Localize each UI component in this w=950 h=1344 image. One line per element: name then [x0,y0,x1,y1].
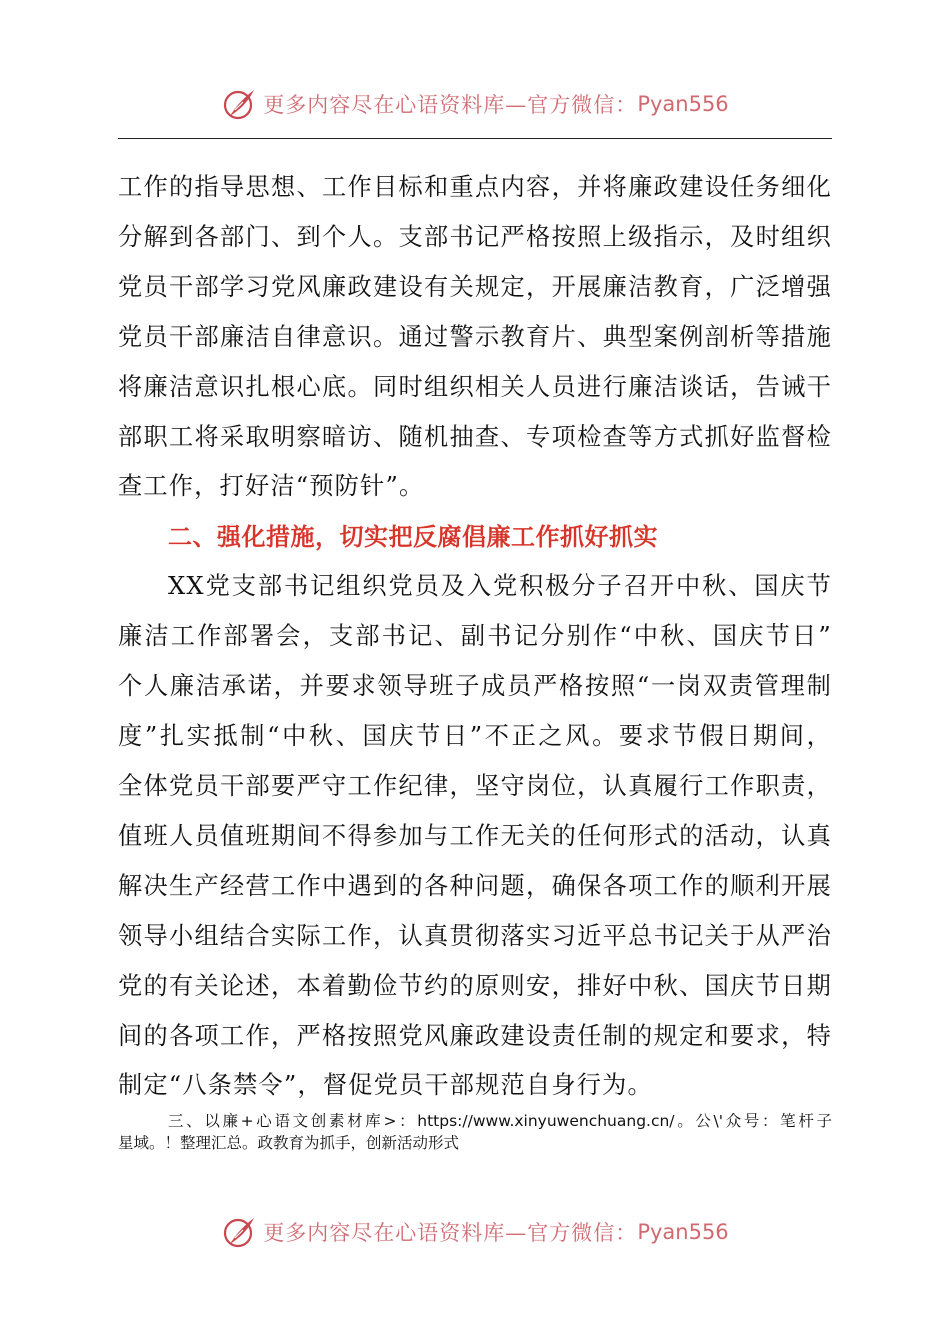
banner-wechat-id: Pyan556 [637,92,729,116]
paragraph-line: 度”扎实抵制“中秋、国庆节日”不正之风。要求节假日期间， [118,722,832,751]
paragraph-line: 值班人员值班期间不得参加与工作无关的任何形式的活动，认真 [118,821,832,850]
source-note-line: 三、以廉+心语文创素材库>：https://www.xinyuwenchuang.cn/。公\'众号：笔杆子 [168,1112,832,1130]
banner-text: 更多内容尽在心语资料库—官方微信： [263,1221,638,1245]
source-note [118,1110,832,1154]
paragraph-line: 党员干部廉洁自律意识。通过警示教育片、典型案例剖析等措施 [118,322,832,351]
quill-pen-icon [221,1214,257,1250]
banner-wechat-id: Pyan556 [637,1220,729,1244]
paragraph-line: 个人廉洁承诺，并要求领导班子成员严格按照“一岗双责管理制 [118,672,832,701]
paragraph-line: 全体党员干部要严守工作纪律，坚守岗位，认真履行工作职责， [118,771,832,800]
section-heading: 二、强化措施，切实把反腐倡廉工作抓好抓实 [168,523,658,552]
paragraph-line: 将廉洁意识扎根心底。同时组织相关人员进行廉洁谈话，告诫干 [118,372,832,401]
paragraph-line: 解决生产经营工作中遇到的各种问题，确保各项工作的顺利开展 [118,871,832,900]
paragraph-line: 部职工将采取明察暗访、随机抽查、专项检查等方式抓好监督检 [118,422,832,451]
paragraph-line: 制定“八条禁令”，督促党员干部规范自身行为。 [118,1071,653,1100]
source-note-line: 星域。！整理汇总。政教育为抓手，创新活动形式 [118,1134,460,1152]
document-body [118,163,832,1111]
header-banner [0,82,950,126]
paragraph-line: 党员干部学习党风廉政建设有关规定，开展廉洁教育，广泛增强 [118,272,832,301]
paragraph-line: 分解到各部门、到个人。支部书记严格按照上级指示，及时组织 [118,222,832,251]
paragraph-line: 廉洁工作部署会，支部书记、副书记分别作“中秋、国庆节日” [118,622,832,651]
footer-banner [0,1210,950,1254]
paragraph-line: 工作的指导思想、工作目标和重点内容，并将廉政建设任务细化 [118,173,832,201]
paragraph-line: 党的有关论述，本着勤俭节约的原则安，排好中秋、国庆节日期 [118,971,832,1000]
paragraph-line: 查工作，打好洁“预防针”。 [118,472,425,501]
header-rule [118,138,832,139]
quill-pen-icon [221,86,257,122]
paragraph-line: 间的各项工作，严格按照党风廉政建设责任制的规定和要求，特 [118,1021,832,1050]
paragraph-line: XX党支部书记组织党员及入党积极分子召开中秋、国庆节 [168,572,832,601]
banner-text: 更多内容尽在心语资料库—官方微信： [263,93,638,117]
paragraph-line: 领导小组结合实际工作，认真贯彻落实习近平总书记关于从严治 [118,921,832,950]
